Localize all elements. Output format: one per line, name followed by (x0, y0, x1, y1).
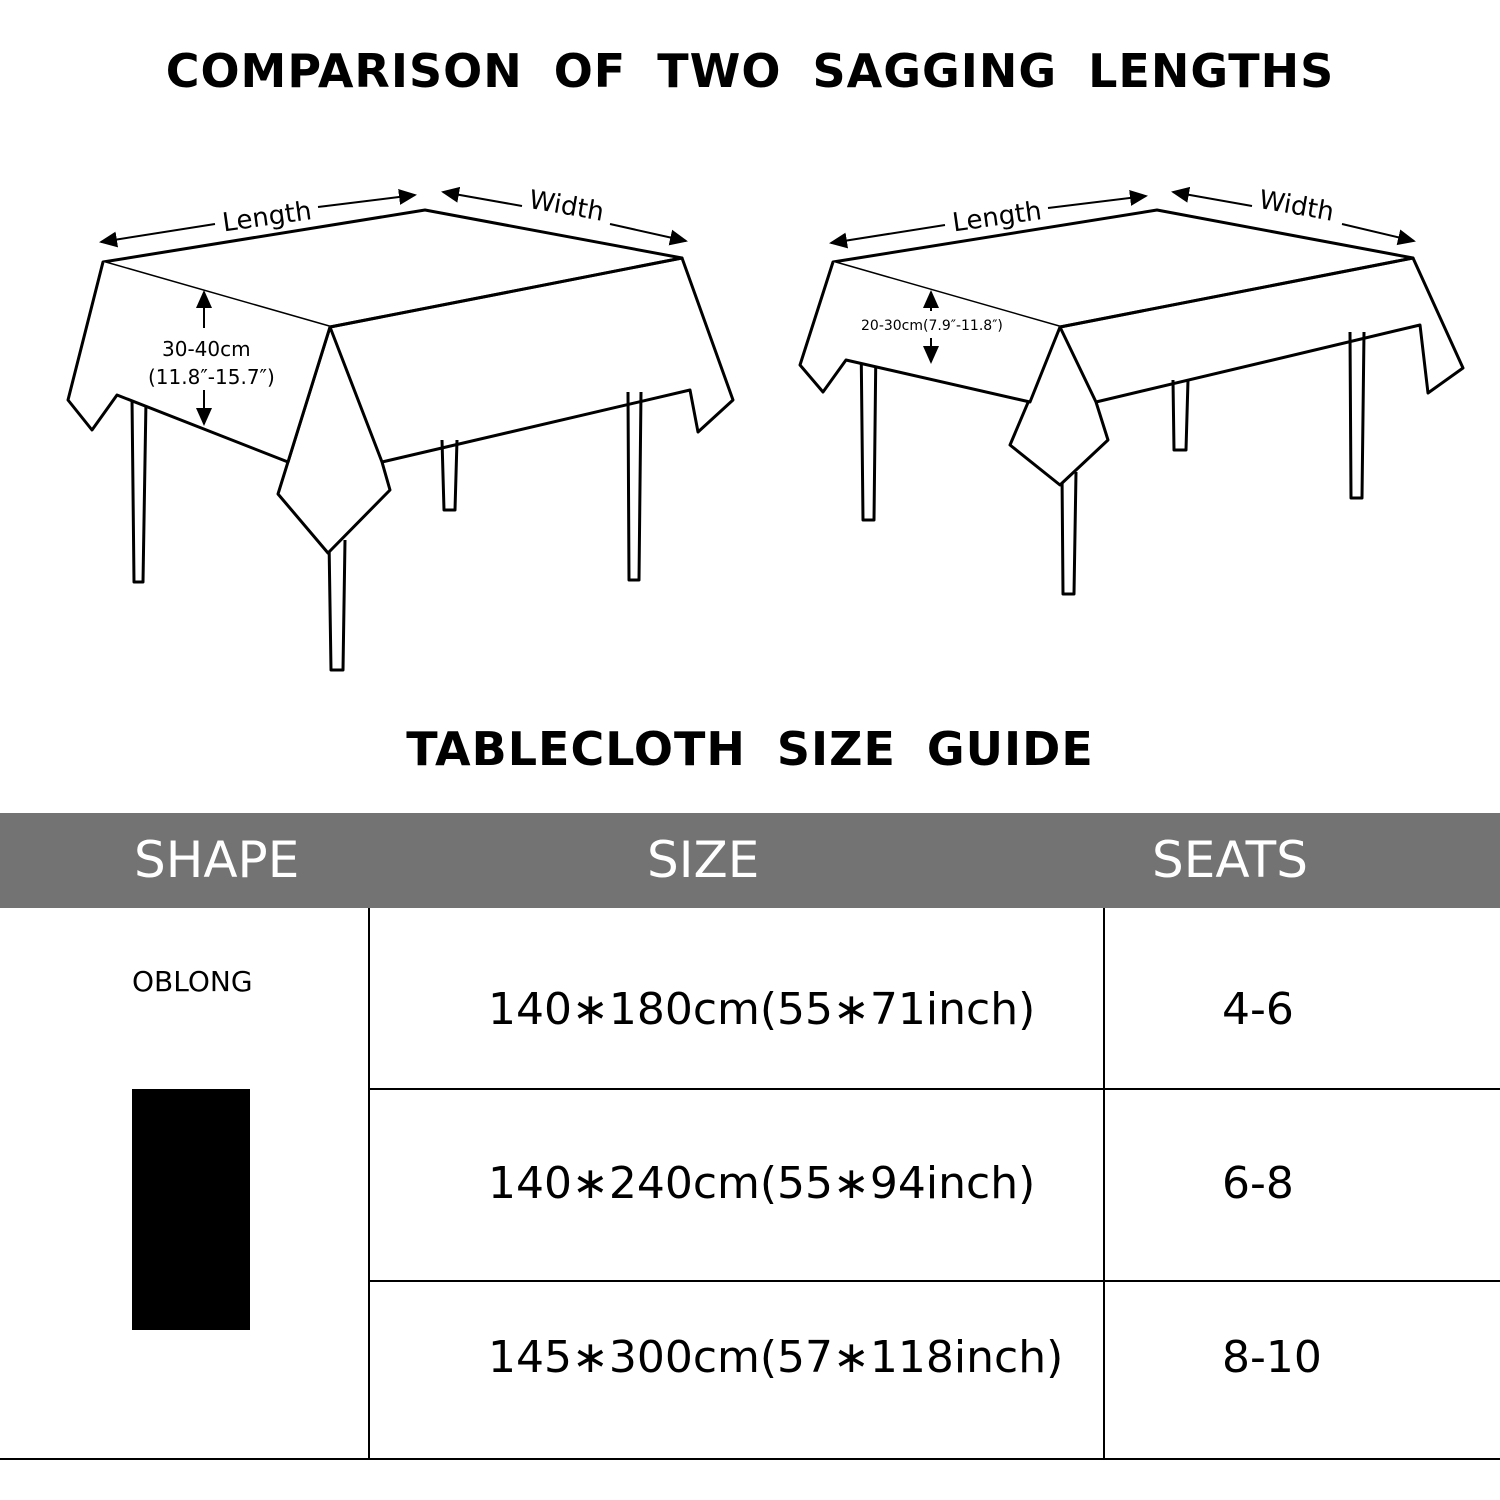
left-drop-label: 30-40cm (162, 337, 251, 361)
column-divider-2 (1103, 908, 1105, 1458)
right-table-drawing (800, 210, 1463, 594)
left-width-label: Width (526, 185, 607, 228)
right-drop-label: 20-30cm(7.9″-11.8″) (861, 318, 1003, 334)
header-shape: SHAPE (134, 831, 300, 889)
shape-label: OBLONG (132, 965, 253, 998)
tablecloth-comparison-diagram (0, 150, 1500, 690)
oblong-shape-swatch (132, 1089, 250, 1330)
header-size: SIZE (647, 831, 760, 889)
header-seats: SEATS (1152, 831, 1308, 889)
left-table-drawing (68, 210, 733, 670)
row-3-size: 145∗300cm(57∗118inch) (488, 1332, 1064, 1383)
column-divider-1 (368, 908, 370, 1458)
table-header-bar (0, 813, 1500, 908)
row-divider-1 (368, 1088, 1500, 1090)
row-1-size: 140∗180cm(55∗71inch) (488, 984, 1036, 1035)
size-guide-title: TABLECLOTH SIZE GUIDE (406, 722, 1094, 776)
left-length-label: Length (220, 196, 314, 239)
row-divider-2 (368, 1280, 1500, 1282)
left-drop-inch-label: (11.8″-15.7″) (148, 365, 275, 389)
right-width-label: Width (1256, 185, 1337, 228)
table-bottom-border (0, 1458, 1500, 1460)
row-1-seats: 4-6 (1222, 984, 1294, 1035)
row-3-seats: 8-10 (1222, 1332, 1322, 1383)
row-2-seats: 6-8 (1222, 1158, 1294, 1209)
comparison-title: COMPARISON OF TWO SAGGING LENGTHS (165, 44, 1335, 98)
right-length-label: Length (950, 196, 1044, 239)
row-2-size: 140∗240cm(55∗94inch) (488, 1158, 1036, 1209)
